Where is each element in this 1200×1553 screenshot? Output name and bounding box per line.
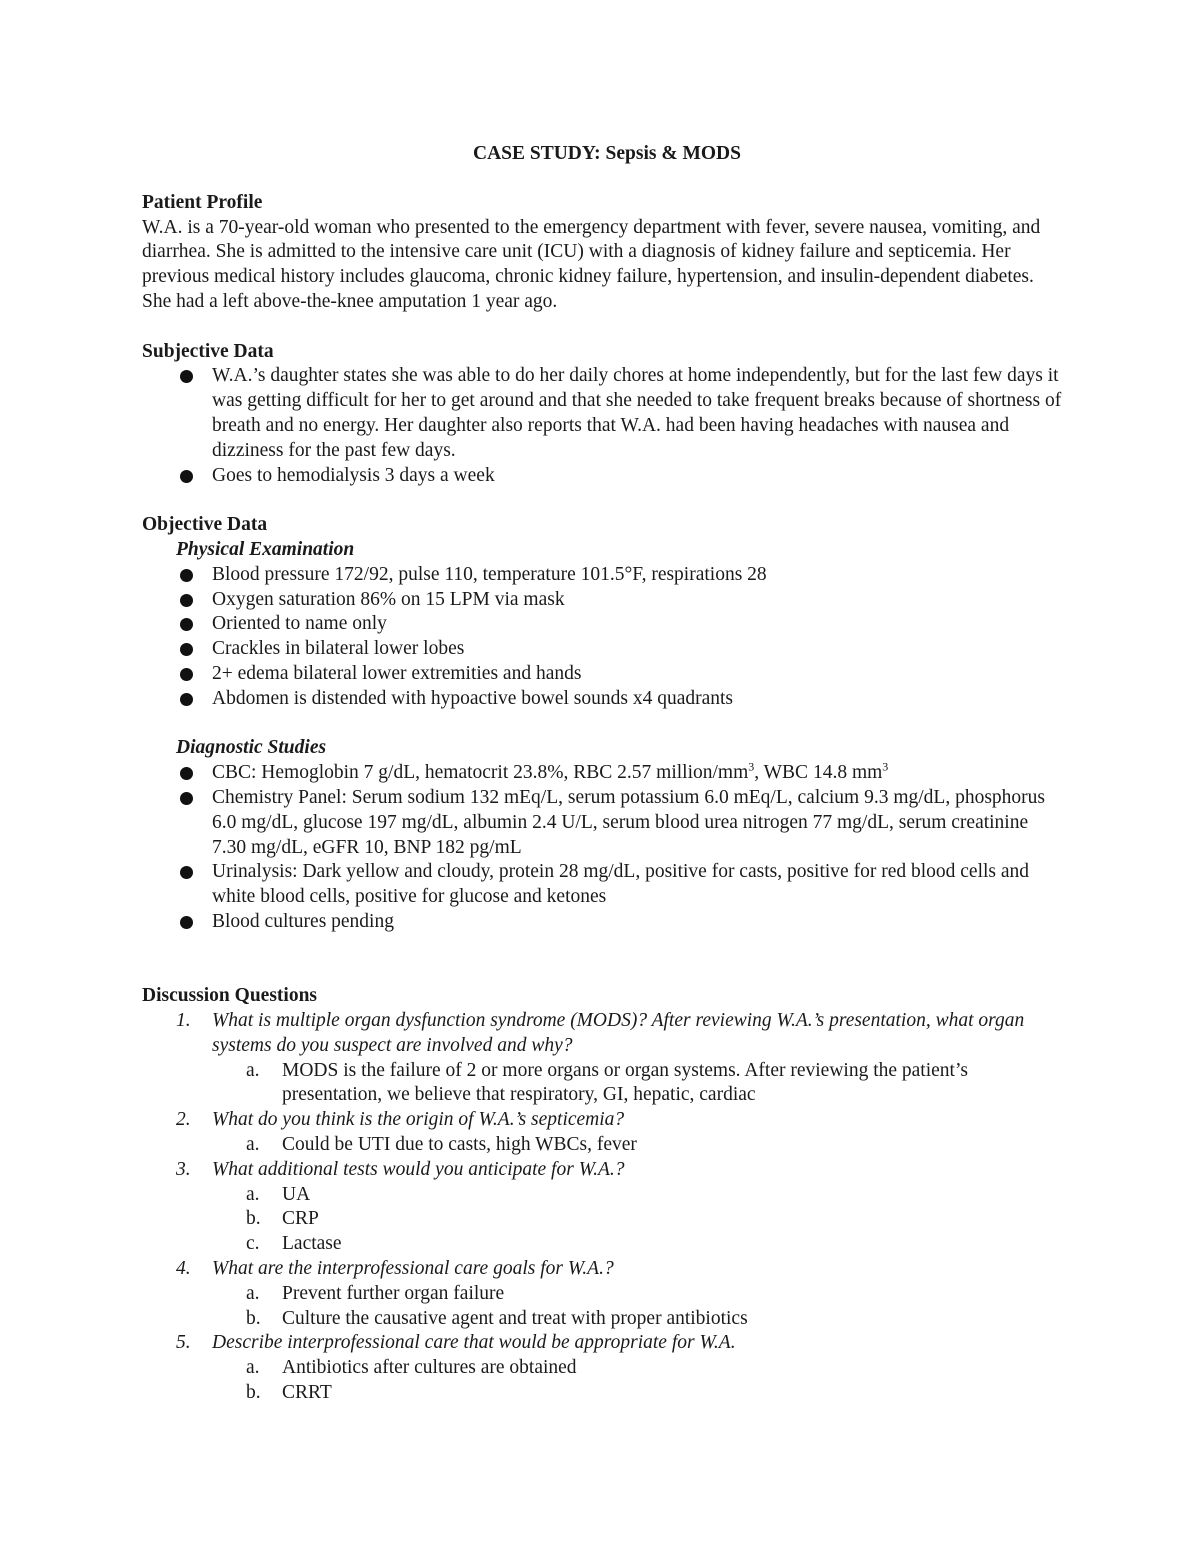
list-item: Chemistry Panel: Serum sodium 132 mEq/L, serum potassium 6.0 mEq/L, calcium 9.3 mg/dL, phosphorus 6.0 mg/dL, glucose 197 mg/dL, albumin 2.4 U/L, serum blood urea nitrogen 77 mg/dL, serum creatinine 7.30 mg/dL, eGFR 10, BNP 182 pg/mL: [142, 786, 1062, 860]
answer-list: [212, 1059, 1062, 1109]
list-item: Goes to hemodialysis 3 days a week: [142, 464, 1062, 489]
document-page: [142, 142, 1062, 1406]
objective-data-heading: Objective Data: [142, 514, 268, 536]
bullet-icon: [180, 618, 193, 631]
bullet-icon: [180, 470, 193, 483]
answer-list: [212, 1133, 1062, 1158]
list-item: CBC: Hemoglobin 7 g/dL, hematocrit 23.8%, RBC 2.57 million/$mm^3$, WBC 14.8 $mm^3$: [142, 761, 1062, 786]
answer-list: [212, 1356, 1062, 1406]
bullet-icon: [180, 693, 193, 706]
list-item: Urinalysis: Dark yellow and cloudy, protein 28 mg/dL, positive for casts, positive for red blood cells and white blood cells, positive for glucose and ketones: [142, 860, 1062, 910]
list-item: Abdomen is distended with hypoactive bowel sounds x4 quadrants: [142, 687, 1062, 712]
subjective-data-heading: Subjective Data: [142, 340, 274, 362]
list-item: W.A.’s daughter states she was able to do her daily chores at home independently, but for the last few days it was getting difficult for her to get around and that she needed to take frequent breaks because of shortness of breath and no energy. Her daughter also reports that W.A. had been having headaches with nausea and dizziness for the past few days.: [142, 364, 1062, 463]
list-item: Oxygen saturation 86% on 15 LPM via mask: [142, 588, 1062, 613]
answer-item: a. Prevent further organ failure: [246, 1282, 505, 1304]
bullet-icon: [180, 792, 193, 805]
discussion-questions-list: [142, 1009, 1062, 1406]
answer-item: b. CRRT: [246, 1382, 332, 1404]
list-item: Crackles in bilateral lower lobes: [142, 637, 1062, 662]
answer-item: b. Culture the causative agent and treat with proper antibiotics: [246, 1307, 748, 1329]
diagnostic-studies-list: [142, 761, 1062, 935]
list-item: Blood pressure 172/92, pulse 110, temperature 101.5°F, respirations 28: [142, 563, 1062, 588]
bullet-icon: [180, 866, 193, 879]
answer-item: c. Lactase: [246, 1233, 342, 1255]
list-item: Oriented to name only: [142, 612, 1062, 637]
bullet-icon: [180, 594, 193, 607]
document-title: CASE STUDY: Sepsis & MODS: [472, 143, 741, 164]
patient-profile-text: W.A. is a 70-year-old woman who presented to the emergency department with fever, severe nausea, vomiting, and diarrhea. She is admitted to the intensive care unit (ICU) with a diagnosis of kidney failure and septicemia. Her previous medical history includes glaucoma, chronic kidney failure, hypertension, and insulin-dependent diabetes. She had a left above-the-knee amputation 1 year ago.: [142, 216, 1041, 312]
bullet-icon: [180, 668, 193, 681]
answer-item: a. MODS is the failure of 2 or more organs or organ systems. After reviewing the patient’s presentation, we believe that respiratory, GI, hepatic, cardiac: [246, 1059, 968, 1106]
answer-item: a. Antibiotics after cultures are obtained: [246, 1357, 577, 1379]
subjective-data-list: [142, 364, 1062, 488]
physical-examination-heading: Physical Examination: [176, 538, 355, 560]
bullet-icon: [180, 916, 193, 929]
question-item: 4. What are the interprofessional care goals for W.A.? a. Prevent further organ failure b. Culture the causative agent and treat with proper antibiotics: [142, 1257, 1062, 1331]
discussion-questions-heading: Discussion Questions: [142, 985, 318, 1007]
answer-item: a. Could be UTI due to casts, high WBCs, fever: [246, 1134, 637, 1156]
bullet-icon: [180, 767, 193, 780]
answer-list: [212, 1183, 1062, 1257]
answer-item: a. UA: [246, 1183, 311, 1205]
question-item: 1. What is multiple organ dysfunction syndrome (MODS)? After reviewing W.A.’s presentation, what organ systems do you suspect are involved and why? a. MODS is the failure of 2 or more organs or organ systems. After reviewing the patient’s presentation, we believe that respiratory, GI, hepatic, cardiac: [142, 1009, 1062, 1108]
physical-examination-list: [142, 563, 1062, 712]
bullet-icon: [180, 370, 193, 383]
question-item: 3. What additional tests would you anticipate for W.A.? a. UA b. CRP c. Lactase: [142, 1158, 1062, 1257]
patient-profile-heading: Patient Profile: [142, 191, 263, 213]
bullet-icon: [180, 643, 193, 656]
question-item: 5. Describe interprofessional care that would be appropriate for W.A. a. Antibiotics after cultures are obtained b. CRRT: [142, 1331, 1062, 1405]
list-item: 2+ edema bilateral lower extremities and hands: [142, 662, 1062, 687]
answer-list: [212, 1282, 1062, 1332]
diagnostic-studies-heading: Diagnostic Studies: [176, 737, 327, 759]
bullet-icon: [180, 569, 193, 582]
list-item: Blood cultures pending: [142, 910, 1062, 935]
answer-item: b. CRP: [246, 1208, 319, 1230]
question-item: 2. What do you think is the origin of W.A.’s septicemia? a. Could be UTI due to casts, high WBCs, fever: [142, 1108, 1062, 1158]
